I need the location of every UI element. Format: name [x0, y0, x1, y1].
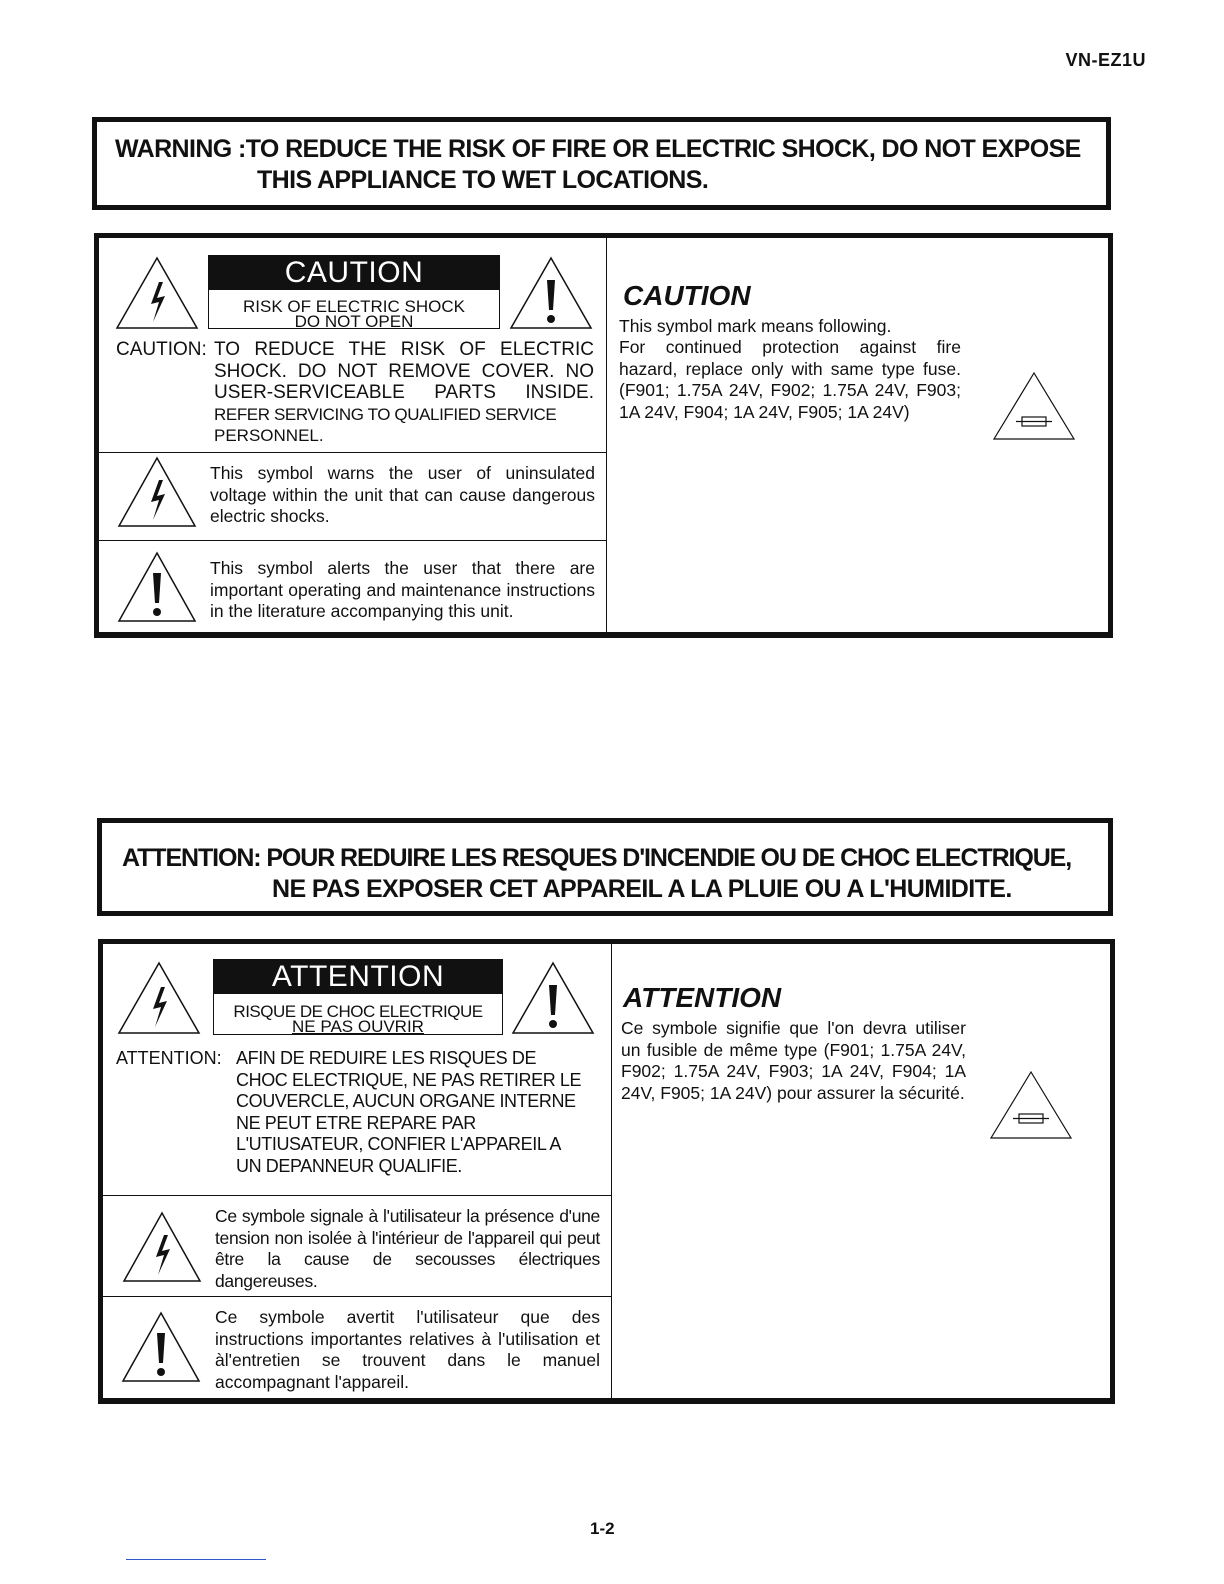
attention-label-line-1: RISQUE DE CHOC ELECTRIQUE — [233, 1002, 483, 1021]
exclamation-warning-icon — [509, 256, 593, 330]
warning-line-1: WARNING :TO REDUCE THE RISK OF FIRE OR ELECTRIC SHOCK, DO NOT EXPOSE — [115, 135, 1081, 163]
right-attention-title: ATTENTION — [623, 982, 782, 1013]
lightning-symbol-icon — [122, 1211, 202, 1283]
panel-divider — [611, 944, 612, 1398]
attention-line-2: NE PAS EXPOSER CET APPAREIL A LA PLUIE OU A L'HUMIDITE. — [272, 875, 1012, 903]
caution-prefix: CAUTION: — [116, 339, 207, 360]
right-caution-body: For continued protection against fire hazard, replace only with same type fuse. (F901; 1.75A 24V, F902; 1.75A 24V, F903; 1A 24V, F904; 1A 24V, F905; 1A 24V) — [619, 337, 961, 422]
model-number: VN-EZ1U — [1065, 50, 1146, 70]
attention-line-1: ATTENTION: POUR REDUIRE LES RESQUES D'INCENDIE OU DE CHOC ELECTRIQUE, — [122, 844, 1072, 872]
attention-label-line-2: NE PAS OUVRIR — [292, 1017, 424, 1036]
caution-line-4: REFER SERVICING TO QUALIFIED SERVICE — [214, 404, 557, 424]
fuse-symbol-icon — [992, 371, 1076, 441]
attention-line-4: NE PEUT ETRE REPARE PAR — [236, 1112, 476, 1133]
attention-prefix: ATTENTION: — [116, 1048, 222, 1068]
attention-line-5: L'UTIUSATEUR, CONFIER L'APPAREIL A — [236, 1134, 562, 1154]
lightning-warning-icon — [117, 961, 201, 1035]
caution-line-3: USER-SERVICEABLE PARTS INSIDE. — [214, 382, 594, 403]
attention-label-heading: ATTENTION — [214, 960, 502, 994]
caution-text — [214, 339, 594, 447]
right-caution-intro: This symbol mark means following. — [619, 316, 892, 336]
attention-line-3: COUVERCLE, AUCUN ORGANE INTERNE — [236, 1091, 576, 1111]
caution-label-line-2: DO NOT OPEN — [294, 312, 414, 331]
attention-line-2: CHOC ELECTRIQUE, NE PAS RETIRER LE — [236, 1069, 582, 1090]
caution-panel-english — [94, 233, 1113, 638]
caution-label-line-1: RISK OF ELECTRIC SHOCK — [243, 297, 465, 316]
page-edge-line — [126, 1559, 266, 1560]
page-number: 1-2 — [590, 1519, 615, 1538]
warning-box-french — [97, 818, 1113, 916]
lightning-symbol-icon — [117, 456, 197, 528]
row-divider-2 — [103, 1296, 612, 1297]
lightning-warning-icon — [115, 256, 199, 330]
attention-label — [213, 959, 503, 1035]
caution-panel-french — [98, 939, 1115, 1404]
symbole-eclair-text: Ce symbole signale à l'utilisateur la présence d'une tension non isolée à l'intérieur de l'appareil qui peut être la cause de secousses électriques dangereuses. — [215, 1206, 600, 1291]
row-divider-2 — [99, 540, 607, 541]
symbol-exclamation-text: This symbol alerts the user that there are important operating and maintenance instructions in the literature accompanying this unit. — [210, 558, 595, 621]
panel-divider — [606, 238, 607, 632]
warning-line-2: THIS APPLIANCE TO WET LOCATIONS. — [257, 166, 709, 194]
caution-line-1: TO REDUCE THE RISK OF ELECTRIC — [214, 339, 594, 360]
exclamation-symbol-icon — [117, 551, 197, 623]
row-divider-1 — [99, 452, 607, 453]
symbole-exclamation-text: Ce symbole avertit l'utilisateur que des instructions importantes relatives à l'utilisation et àl'entretien se trouvent dans le manuel accompagnant l'appareil. — [215, 1307, 600, 1392]
right-attention-body: Ce symbole signifie que l'on devra utiliser un fusible de même type (F901; 1.75A 24V, F902; 1.75A 24V, F903; 1A 24V, F904; 1A 24V, F905; 1A 24V) pour assurer la sécurité. — [621, 1018, 966, 1103]
right-caution-title: CAUTION — [623, 280, 751, 311]
caution-label-heading: CAUTION — [209, 256, 499, 290]
row-divider-1 — [103, 1195, 612, 1196]
caution-line-5: PERSONNEL. — [214, 426, 324, 445]
warning-box-english — [92, 117, 1111, 210]
symbol-lightning-text: This symbol warns the user of uninsulated voltage within the unit that can cause dangerous electric shocks. — [210, 463, 595, 526]
exclamation-warning-icon — [511, 961, 595, 1035]
caution-label — [208, 255, 500, 329]
attention-line-6: UN DEPANNEUR QUALIFIE. — [236, 1155, 462, 1176]
exclamation-symbol-icon — [121, 1311, 201, 1383]
caution-line-2: SHOCK. DO NOT REMOVE COVER. NO — [214, 360, 594, 382]
fuse-symbol-icon — [989, 1070, 1073, 1140]
attention-line-1: AFIN DE REDUIRE LES RISQUES DE — [236, 1048, 537, 1068]
attention-text — [236, 1048, 606, 1177]
